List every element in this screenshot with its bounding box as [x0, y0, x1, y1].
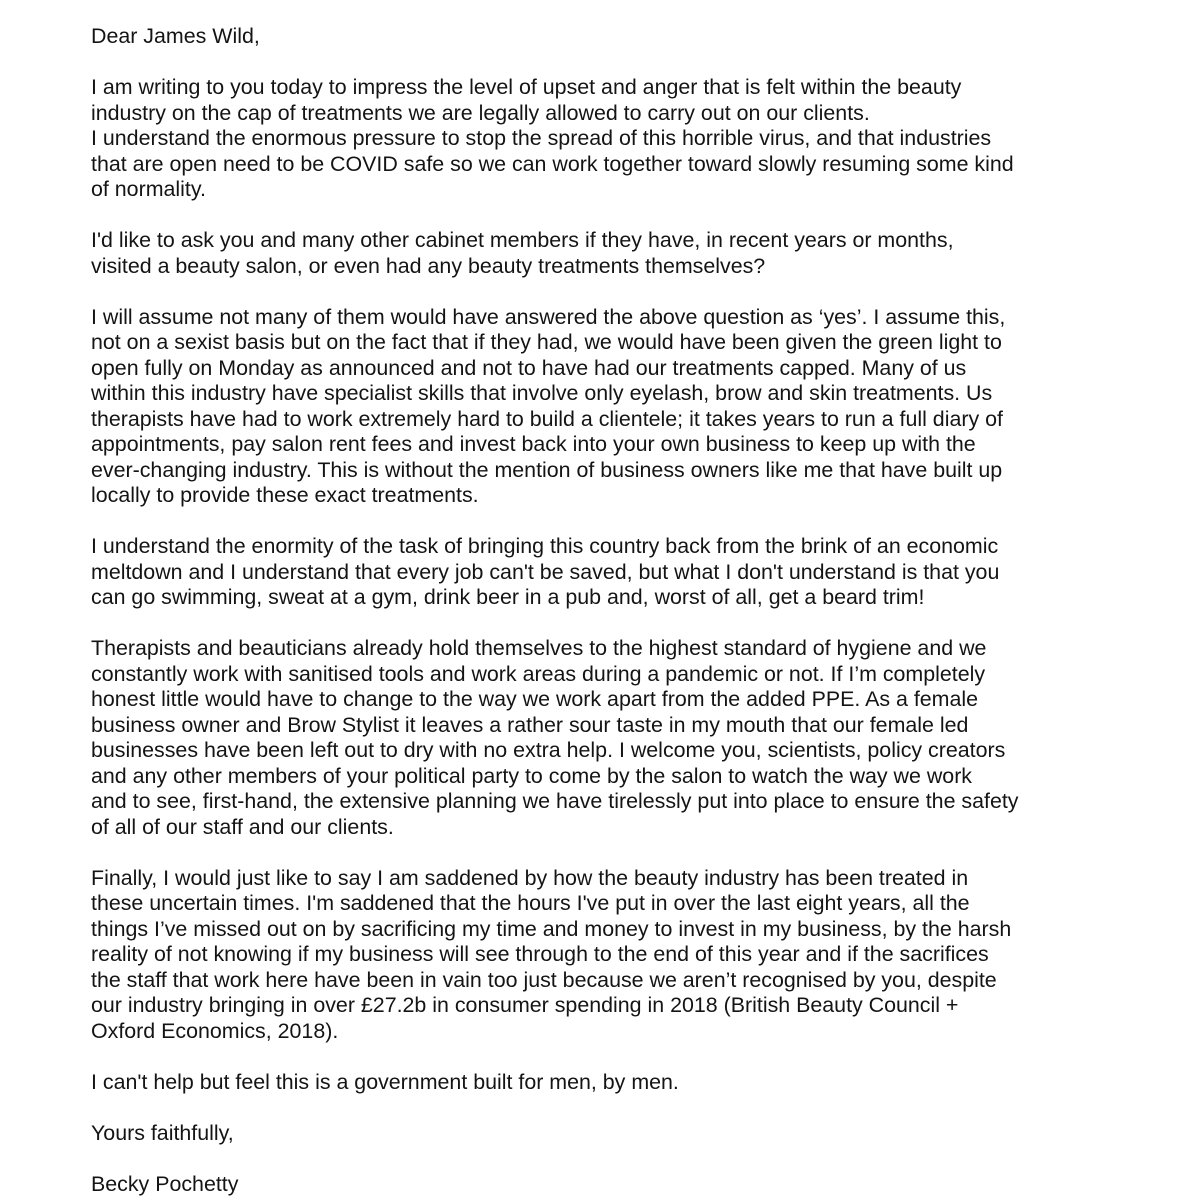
letter-body	[91, 24, 1171, 1197]
paragraph-economy: I understand the enormity of the task of bringing this country back from the brink of an economic meltdown and I understand that every job can't be saved, but what I don't understand is that you can go swimming, sweat at a gym, drink beer in a pub and, worst of all, get a beard trim!	[91, 534, 1000, 609]
paragraph-pressure: I understand the enormous pressure to stop the spread of this horrible virus, and that industries that are open need to be COVID safe so we can work together toward slowly resuming some kind of normality.	[91, 126, 1014, 201]
paragraph-opening: I am writing to you today to impress the level of upset and anger that is felt within the beauty industry on the cap of treatments we are legally allowed to carry out on our clients.	[91, 75, 962, 125]
paragraph-cabinet-question: I'd like to ask you and many other cabinet members if they have, in recent years or months, visited a beauty salon, or even had any beauty treatments themselves?	[91, 228, 954, 278]
paragraph-government: I can't help but feel this is a government built for men, by men.	[91, 1069, 679, 1094]
paragraph-finally: Finally, I would just like to say I am saddened by how the beauty industry has been treated in these uncertain times. I'm saddened that the hours I've put in over the last eight years, all the things I’ve missed out on by sacrificing my time and money to invest in my business, by the harsh reality of not knowing if my business will see through to the end of this year and if the sacrifices the staff that work here have been in vain too just because we aren’t recognised by you, despite our industry bringing in over £27.2b in consumer spending in 2018 (British Beauty Council + Oxford Economics, 2018).	[91, 865, 1012, 1043]
paragraph-hygiene: Therapists and beauticians already hold themselves to the highest standard of hygiene and we constantly work with sanitised tools and work areas during a pandemic or not. If I’m completely honest little would have to change to the way we work apart from the added PPE. As a female business owner and Brow Stylist it leaves a rather sour taste in my mouth that our female led businesses have been left out to dry with no extra help. I welcome you, scientists, policy creators and any other members of your political party to come by the salon to watch the way we work and to see, first-hand, the extensive planning we have tirelessly put into place to ensure the safety of all of our staff and our clients.	[91, 636, 1019, 839]
paragraph-assumption: I will assume not many of them would have answered the above question as ‘yes’. I assume this, not on a sexist basis but on the fact that if they had, we would have been given the green light to open fully on Monday as announced and not to have had our treatments capped. Many of us within this industry have specialist skills that involve only eyelash, brow and skin treatments. Us therapists have had to work extremely hard to build a clientele; it takes years to run a full diary of appointments, pay salon rent fees and invest back into your own business to keep up with the ever-changing industry. This is without the mention of business owners like me that have built up locally to provide these exact treatments.	[91, 304, 1006, 507]
signature: Becky Pochetty	[91, 1171, 239, 1196]
closing: Yours faithfully,	[91, 1120, 234, 1145]
salutation: Dear James Wild,	[91, 24, 260, 48]
